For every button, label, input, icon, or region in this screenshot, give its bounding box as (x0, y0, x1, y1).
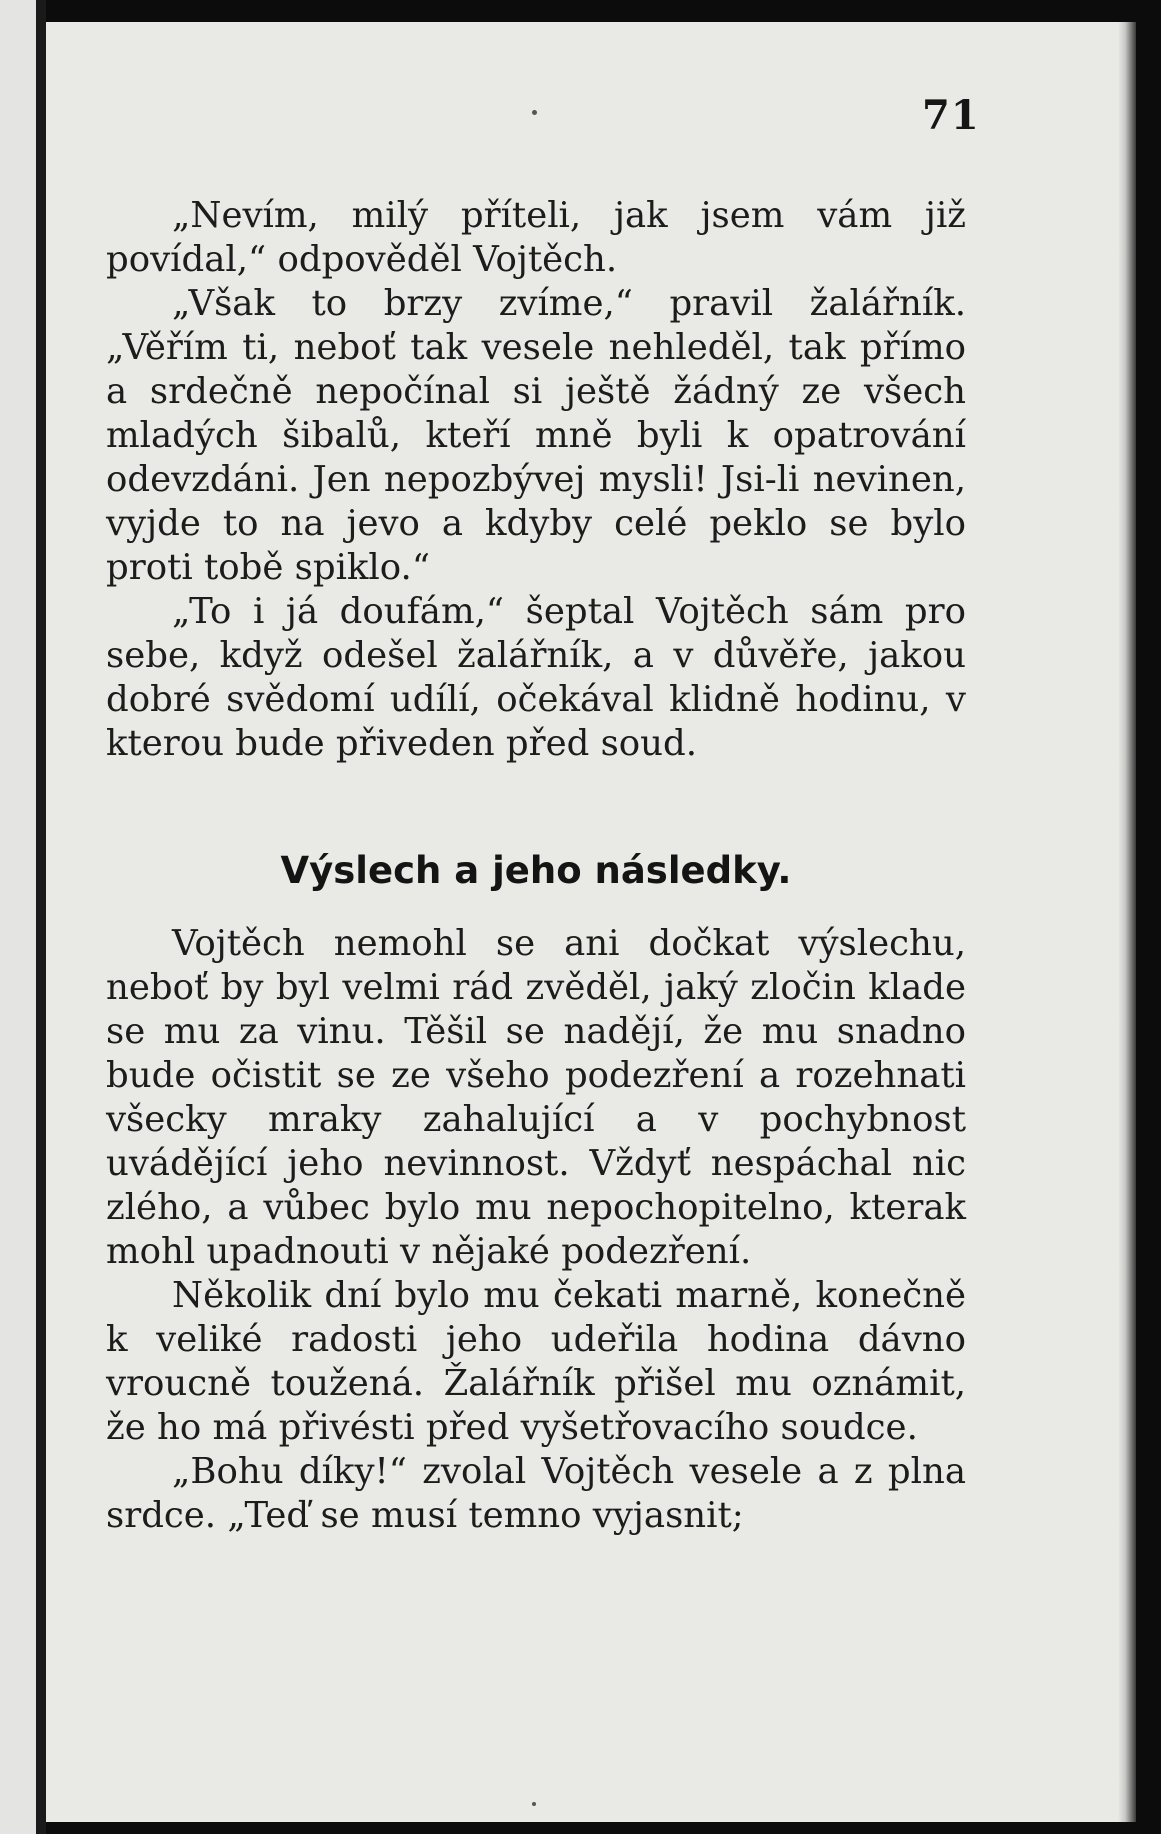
previous-page-edge (0, 0, 36, 1834)
print-speck (532, 110, 537, 115)
paragraph: Několik dní bylo mu čekati marně, konečně k veliké radosti jeho udeřila hodina dávno vroucně toužená. Žalářník přišel mu oznámit, že ho má přivésti před vyšetřovacího soudce. (106, 1275, 966, 1448)
section-heading: Výslech a jeho následky. (280, 849, 792, 892)
paragraph: „To i já doufám,“ šeptal Vojtěch sám pro sebe, když odešel žalářník, a v důvěře, jakou dobré svědomí udílí, očekával klidně hodinu, v kterou bude přiveden před soud. (106, 591, 966, 764)
page-number: 71 (922, 92, 980, 139)
paragraph: „Však to brzy zvíme,“ pravil žalářník. „Věřím ti, neboť tak vesele nehleděl, tak přímo a srdečně nepočínal si ještě žádný ze všech mladých šibalů, kteří mně byli k opatrování odevzdáni. Jen nepozbývej mysli! Jsi-li nevinen, vyjde to na jevo a kdyby celé peklo se bylo proti tobě spiklo.“ (106, 283, 966, 588)
page-right-edge-shadow (1118, 22, 1136, 1822)
paragraph: „Bohu díky!“ zvolal Vojtěch vesele a z plna srdce. „Teď se musí temno vyjasnit; (106, 1451, 966, 1536)
body-text-top (106, 194, 966, 766)
print-speck (532, 1802, 536, 1806)
book-page (46, 22, 1136, 1822)
binding-gutter (36, 0, 46, 1834)
paragraph: Vojtěch nemohl se ani dočkat výslechu, neboť by byl velmi rád zvěděl, jaký zločin klade se mu za vinu. Těšil se nadějí, že mu snadno bude očistit se ze všeho podezření a rozehnati všecky mraky zahalující a v pochybnost uvádějící jeho nevinnost. Vždyť nespáchal nic zlého, a vůbec bylo mu nepochopitelno, kterak mohl upadnouti v nějaké podezření. (106, 923, 966, 1272)
paragraph: „Nevím, milý příteli, jak jsem vám již povídal,“ odpověděl Vojtěch. (106, 195, 966, 280)
body-text-bottom (106, 922, 966, 1538)
